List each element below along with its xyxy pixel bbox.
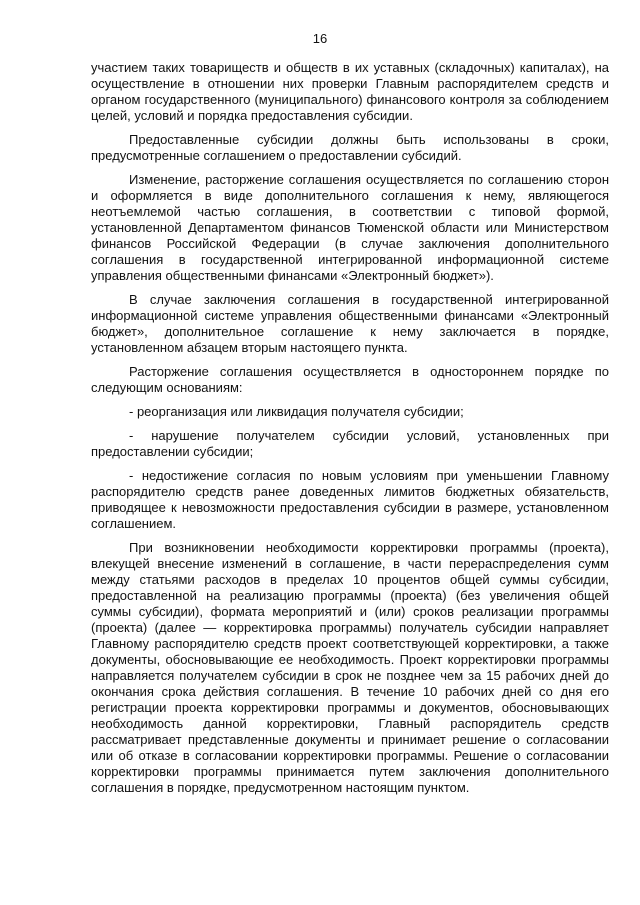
paragraph-electronic-budget: В случае заключения соглашения в государственной интегрированной информационной системе управления общественными финансами «Электронный бюджет», дополнительное соглашение к нему заключается в порядке, установленном абзацем вторым настоящего пункта. (91, 292, 609, 355)
paragraph-subsidy-usage: Предоставленные субсидии должны быть использованы в сроки, предусмотренные соглашением о предоставлении субсидий. (91, 132, 609, 163)
paragraph-program-correction: При возникновении необходимости корректировки программы (проекта), влекущей внесение изменений в соглашение, в части перераспределения сумм между статьями расходов в пределах 10 процентов общей суммы субсидии, предоставленной на реализацию программы (проекта) (без увеличения общей суммы субсидии), формата мероприятий и (или) сроков реализации программы (проекта) (далее — корректировка программы) получатель субсидии направляет Главному распорядителю средств проект соответствующей корректировки, а также документы, обосновывающие ее необходимость. Проект корректировки программы направляется получателем субсидии в срок не позднее чем за 15 рабочих дней до окончания срока действия соглашения. В течение 10 рабочих дней со дня его регистрации проекта корректировки программы и документов, обосновывающих необходимость данной корректировки, Главный распорядитель средств рассматривает представленные документы и принимает решение о согласовании или об отказе в согласовании корректировки программы. Решение о согласовании корректировки программы принимается путем заключения дополнительного соглашения в порядке, предусмотренном настоящим пунктом. (91, 540, 609, 795)
document-body (91, 60, 609, 804)
list-item-violation: - нарушение получателем субсидии условий, установленных при предоставлении субсидии; (91, 428, 609, 459)
paragraph-continuation: участием таких товариществ и обществ в их уставных (складочных) капиталах), на осуществление в отношении них проверки Главным распорядителем средств и органом государственного (муниципального) финансового контроля за соблюдением целей, условий и порядка предоставления субсидии. (91, 60, 609, 123)
page-number: 16 (312, 31, 328, 46)
paragraph-termination: Расторжение соглашения осуществляется в одностороннем порядке по следующим основаниям: (91, 364, 609, 395)
paragraph-agreement-change: Изменение, расторжение соглашения осуществляется по соглашению сторон и оформляется в виде дополнительного соглашения к нему, являющегося неотъемлемой частью соглашения, в соответствии с типовой формой, установленной Департаментом финансов Тюменской области или Министерством финансов Российской Федерации (в случае заключения дополнительного соглашения в государственной интегрированной информационной системе управления общественными финансами «Электронный бюджет»). (91, 172, 609, 283)
list-item-reorganization: - реорганизация или ликвидация получателя субсидии; (129, 404, 464, 419)
list-item-no-agreement: - недостижение согласия по новым условиям при уменьшении Главному распорядителю средств ранее доведенных лимитов бюджетных обязательств, приводящее к невозможности предоставления субсидии в размере, установленном соглашением. (91, 468, 609, 531)
